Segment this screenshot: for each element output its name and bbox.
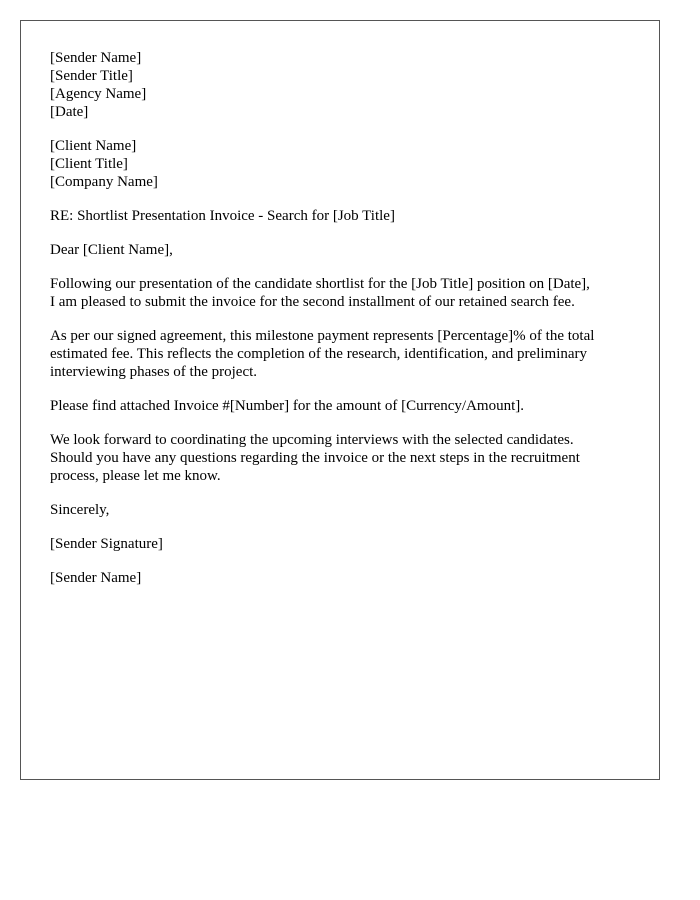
recipient-company: [Company Name] <box>50 174 158 190</box>
paragraph-agreement <box>50 327 640 381</box>
salutation: Dear [Client Name], <box>50 242 173 258</box>
paragraph-line: I am pleased to submit the invoice for the second installment of our retained search fee. <box>50 294 575 310</box>
letter-page <box>20 20 660 780</box>
sender-block <box>50 49 640 121</box>
paragraph-line: As per our signed agreement, this milestone payment represents [Percentage]% of the total <box>50 328 595 344</box>
sender-agency: [Agency Name] <box>50 86 147 102</box>
signature: [Sender Signature] <box>50 536 163 552</box>
recipient-block <box>50 137 640 191</box>
sender-name: [Sender Name] <box>50 50 142 66</box>
paragraph-line: Following our presentation of the candidate shortlist for the [Job Title] position on [Date], <box>50 276 590 292</box>
paragraph-line: interviewing phases of the project. <box>50 364 258 380</box>
paragraph-line: We look forward to coordinating the upcoming interviews with the selected candidates. <box>50 432 574 448</box>
recipient-title: [Client Title] <box>50 156 128 172</box>
paragraph-next-steps <box>50 431 640 485</box>
paragraph-shortlist <box>50 275 640 311</box>
subject-line: RE: Shortlist Presentation Invoice - Search for [Job Title] <box>50 208 395 224</box>
recipient-name: [Client Name] <box>50 138 137 154</box>
letter-date: [Date] <box>50 104 89 120</box>
paragraph-line: process, please let me know. <box>50 468 221 484</box>
closing: Sincerely, <box>50 502 110 518</box>
sender-title: [Sender Title] <box>50 68 133 84</box>
signoff-name: [Sender Name] <box>50 570 142 586</box>
paragraph-line: Please find attached Invoice #[Number] for the amount of [Currency/Amount]. <box>50 398 525 414</box>
letter-body <box>50 49 640 603</box>
paragraph-line: estimated fee. This reflects the completion of the research, identification, and preliminary <box>50 346 588 362</box>
paragraph-invoice <box>50 397 640 415</box>
paragraph-line: Should you have any questions regarding the invoice or the next steps in the recruitment <box>50 450 580 466</box>
